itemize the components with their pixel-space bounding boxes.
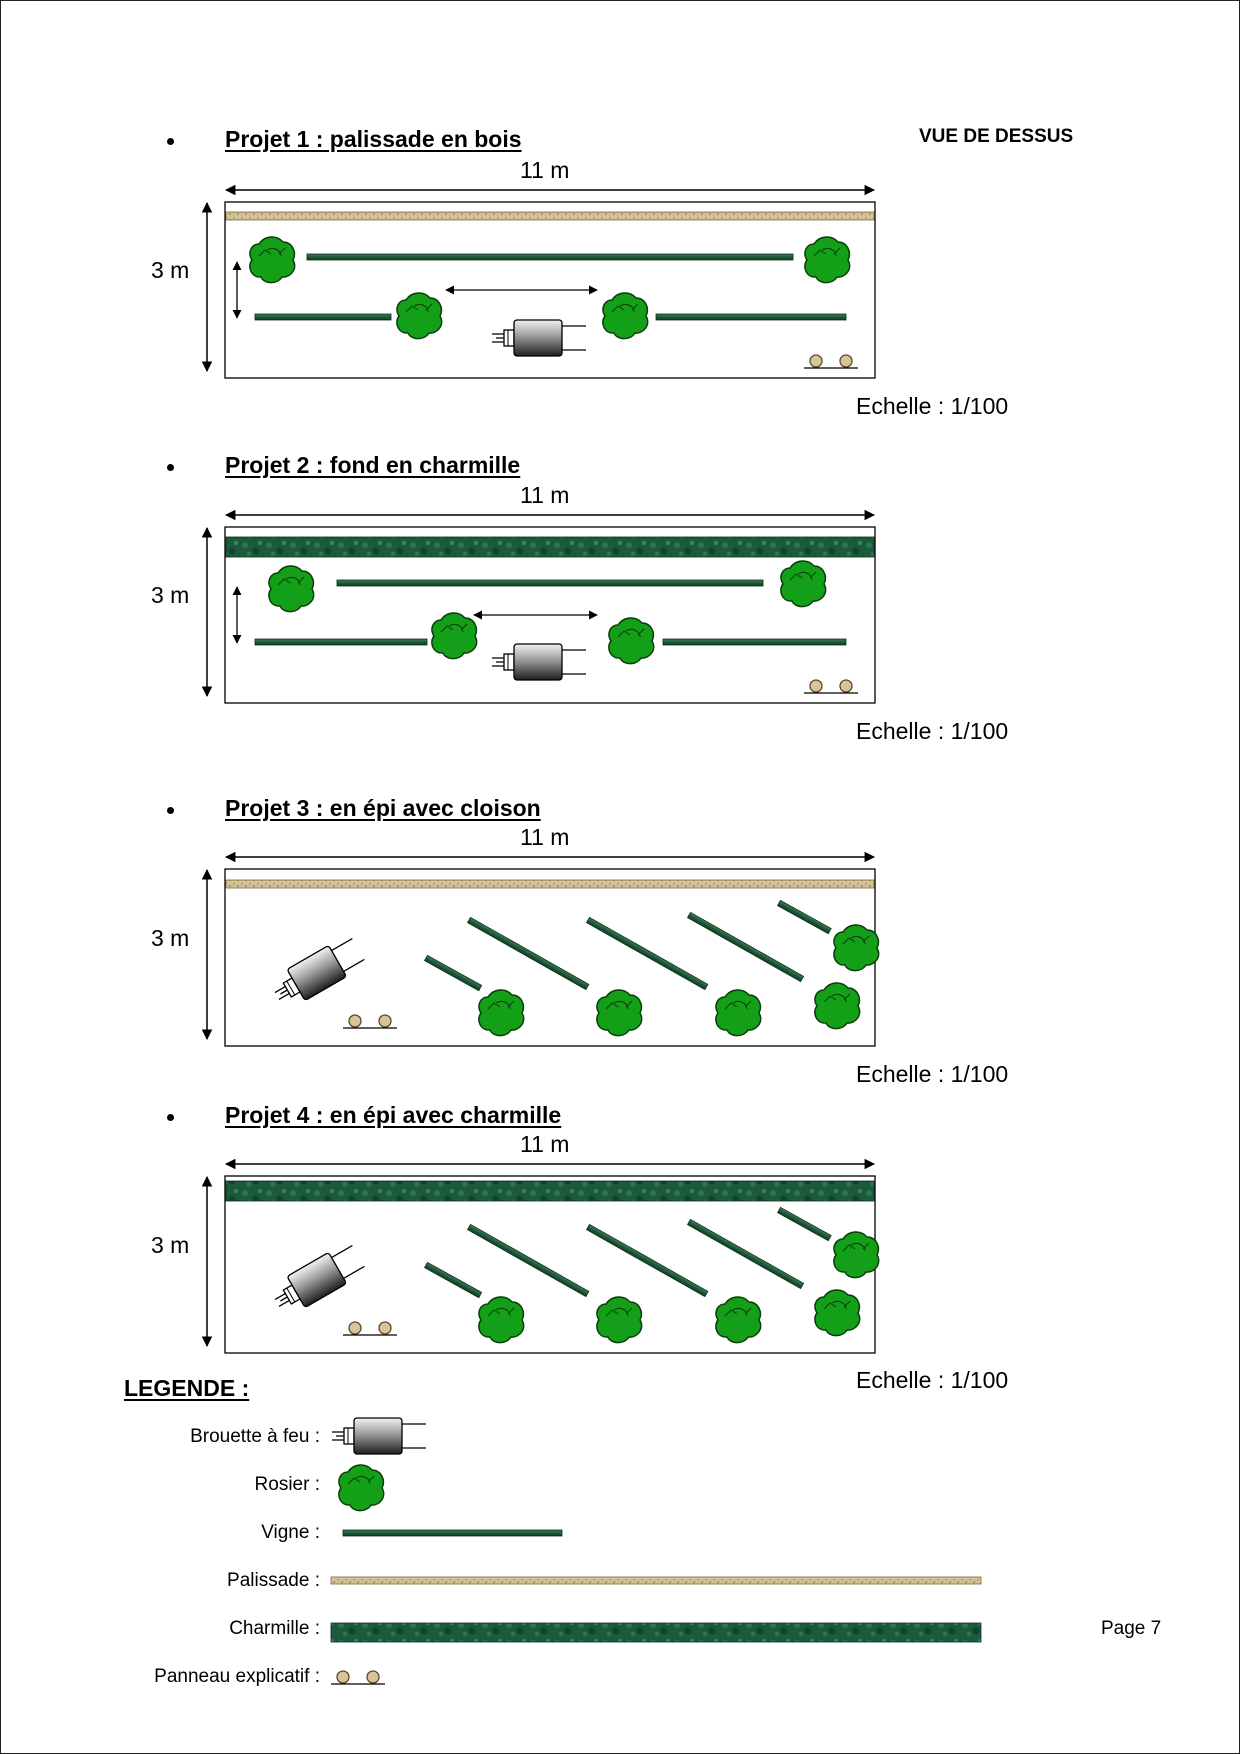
project-4-width-label: 11 m [520, 1131, 570, 1157]
rosier [269, 566, 314, 612]
project-3-height-label: 3 m [151, 925, 190, 951]
legend-label-vigne: Vigne : [261, 1522, 320, 1543]
project-4-height-label: 3 m [151, 1232, 190, 1258]
project-2-height-label: 3 m [151, 582, 190, 608]
charmille [226, 537, 874, 557]
view-label: VUE DE DESSUS [919, 126, 1074, 147]
project-1-width-label: 11 m [520, 157, 570, 183]
legend-label-panneau: Panneau explicatif : [154, 1666, 320, 1687]
vigne [255, 639, 427, 645]
rosier [479, 1297, 524, 1343]
rosier [609, 618, 654, 664]
project-4-plan [207, 1164, 879, 1353]
palissade [226, 880, 874, 888]
rosier [815, 983, 860, 1029]
vigne [255, 314, 391, 320]
legend-label-palissade: Palissade : [227, 1570, 320, 1591]
rosier [781, 561, 826, 607]
project-2-width-label: 11 m [520, 482, 570, 508]
rosier-icon [339, 1465, 384, 1511]
project-1-title: Projet 1 : palissade en bois [225, 126, 522, 152]
legend-label-rosier: Rosier : [254, 1474, 320, 1495]
project-3-scale: Echelle : 1/100 [856, 1061, 1009, 1087]
rosier [479, 990, 524, 1036]
project-2-plan [207, 515, 875, 703]
vigne [337, 580, 763, 586]
panneau-icon [331, 1671, 385, 1684]
project-3-plan [207, 857, 879, 1046]
rosier [397, 293, 442, 339]
rosier [597, 1297, 642, 1343]
project-1-plan [207, 190, 875, 378]
rosier [603, 293, 648, 339]
legend-label-brouette: Brouette à feu : [190, 1426, 320, 1447]
project-4-title: Projet 4 : en épi avec charmille [225, 1102, 562, 1128]
rosier [834, 1232, 879, 1278]
rosier [716, 1297, 761, 1343]
vigne [656, 314, 846, 320]
project-3-width-label: 11 m [520, 824, 570, 850]
project-1-scale: Echelle : 1/100 [856, 393, 1009, 419]
charmille-icon [331, 1623, 981, 1642]
vigne-icon [343, 1530, 562, 1536]
charmille [226, 1181, 874, 1201]
palissade-icon [331, 1577, 981, 1584]
project-1-height-label: 3 m [151, 257, 190, 283]
legend-symbols [331, 1418, 981, 1684]
project-2-scale: Echelle : 1/100 [856, 718, 1009, 744]
rosier [597, 990, 642, 1036]
rosier [815, 1290, 860, 1336]
legend-title: LEGENDE : [124, 1375, 250, 1401]
page-number: Page 7 [1101, 1618, 1162, 1639]
vigne [663, 639, 846, 645]
vigne [307, 254, 793, 260]
rosier [432, 613, 477, 659]
legend-label-charmille: Charmille : [229, 1618, 320, 1639]
project-2-title: Projet 2 : fond en charmille [225, 452, 521, 478]
rosier [834, 925, 879, 971]
project-4-scale: Echelle : 1/100 [856, 1367, 1009, 1393]
rosier [250, 237, 295, 283]
project-3-title: Projet 3 : en épi avec cloison [225, 795, 541, 821]
rosier [716, 990, 761, 1036]
brouette-icon [332, 1418, 426, 1454]
palissade [226, 212, 874, 220]
rosier [805, 237, 850, 283]
